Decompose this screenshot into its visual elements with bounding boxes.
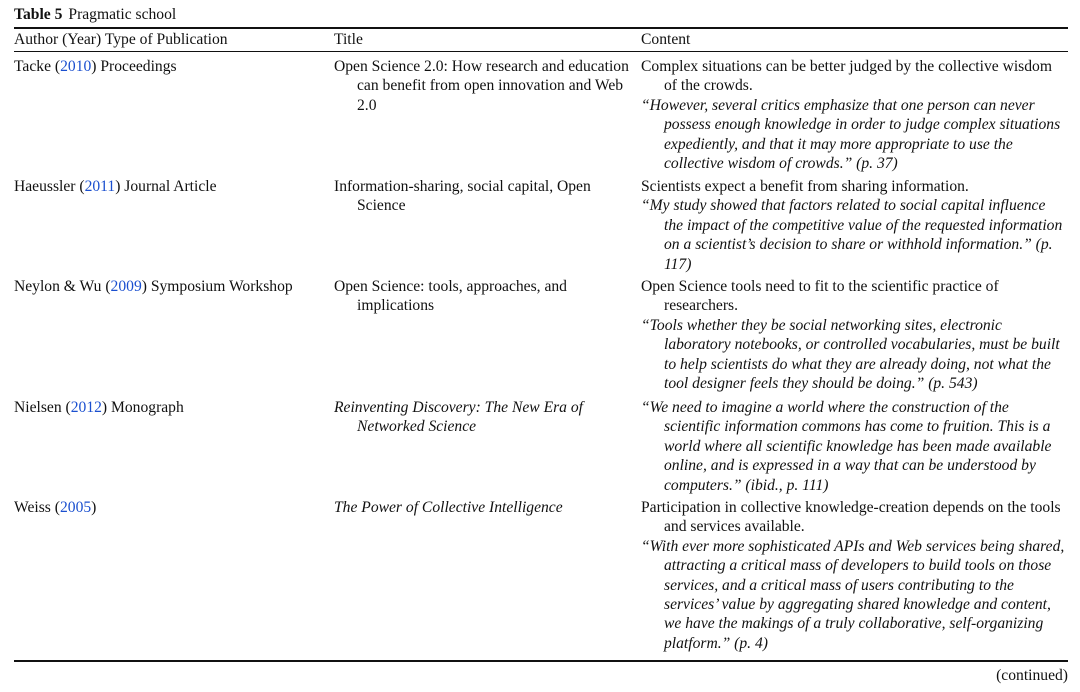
- publication-type: Monograph: [111, 399, 184, 416]
- content-quote: “Tools whether they be social networking sites, electronic laboratory notebooks, or controlled vocabularies, must be built to help scientists do what they are already doing, not what the tool designer feels they should be doing.” (p. 543): [641, 316, 1060, 393]
- author-name: Tacke: [14, 58, 51, 75]
- header-rule: [14, 51, 1068, 52]
- year-link[interactable]: 2005: [59, 499, 92, 516]
- publication-type: Proceedings: [100, 58, 177, 75]
- author-cell: Nielsen (2012) Monograph: [14, 399, 184, 416]
- title-text: Reinventing Discovery: The New Era of Networked Science: [334, 399, 584, 436]
- title-cell: [334, 277, 634, 316]
- continued-note: (continued): [996, 667, 1068, 684]
- content-quote: “With ever more sophisticated APIs and Web services being shared, attracting a critical mass of developers to build tools on those services, and a critical mass of users contributing to the services’ value by aggregating shared knowledge and content, we have the makings of a truly collaborative, self-organizing platform.” (p. 4): [641, 537, 1065, 652]
- content-quote: “We need to imagine a world where the construction of the scientific information commons has come to fruition. This is a world where all scientific knowledge has been made available online, and is expressed in a way that can be understood by computers.” (ibid., p. 111): [641, 399, 1052, 494]
- year-link[interactable]: 2011: [84, 178, 116, 195]
- author-name: Weiss: [14, 499, 51, 516]
- publication-type: Journal Article: [124, 178, 217, 195]
- top-rule: [14, 27, 1068, 29]
- author-cell: Weiss (2005): [14, 499, 97, 516]
- content-cell: [641, 398, 1068, 495]
- title-text: Open Science 2.0: How research and education can benefit from open innovation and Web 2.0: [334, 58, 629, 114]
- content-cell: [641, 498, 1068, 653]
- table-page: [14, 0, 1068, 692]
- column-header-content: Content: [641, 31, 691, 48]
- author-name: Neylon & Wu: [14, 278, 102, 295]
- title-text: Open Science: tools, approaches, and implications: [334, 278, 567, 315]
- year-link[interactable]: 2010: [60, 58, 92, 75]
- column-header-author: Author (Year) Type of Publication: [14, 31, 228, 48]
- title-cell: [334, 177, 634, 216]
- author-cell: Neylon & Wu (2009) Symposium Workshop: [14, 278, 293, 295]
- title-cell: [334, 398, 634, 437]
- table-caption-text: Pragmatic school: [68, 6, 177, 23]
- content-quote: “However, several critics emphasize that one person can never possess enough knowledge in order to judge complex situations expediently, and that it may more appropriate to use the collective wisdom of crowds.” (p. 37): [641, 96, 1061, 173]
- table-label: Table 5: [14, 6, 63, 23]
- table-caption: [14, 5, 176, 24]
- content-summary: Complex situations can be better judged by the collective wisdom of the crowds.: [641, 58, 1052, 95]
- content-summary: Participation in collective knowledge-creation depends on the tools and services available.: [641, 499, 1061, 536]
- title-cell: [334, 57, 634, 115]
- title-text: The Power of Collective Intelligence: [334, 499, 563, 516]
- content-summary: Scientists expect a benefit from sharing information.: [641, 178, 969, 195]
- content-cell: [641, 177, 1068, 274]
- content-cell: [641, 57, 1068, 173]
- content-quote: “My study showed that factors related to social capital influence the impact of the competitive value of the requested information on a scientist’s decision to share or withhold information.” (p. 117): [641, 197, 1063, 273]
- author-name: Nielsen: [14, 399, 62, 416]
- author-name: Haeussler: [14, 178, 76, 195]
- title-text: Information-sharing, social capital, Open Science: [334, 178, 591, 215]
- author-cell: Haeussler (2011) Journal Article: [14, 178, 217, 195]
- year-link[interactable]: 2009: [110, 278, 142, 295]
- content-summary: Open Science tools need to fit to the scientific practice of researchers.: [641, 278, 999, 315]
- column-header-title: Title: [334, 31, 363, 48]
- title-cell: [334, 498, 634, 517]
- year-link[interactable]: 2012: [70, 399, 102, 416]
- bottom-rule: [14, 660, 1068, 662]
- author-cell: Tacke (2010) Proceedings: [14, 58, 177, 75]
- publication-type: Symposium Workshop: [150, 278, 293, 295]
- content-cell: [641, 277, 1068, 393]
